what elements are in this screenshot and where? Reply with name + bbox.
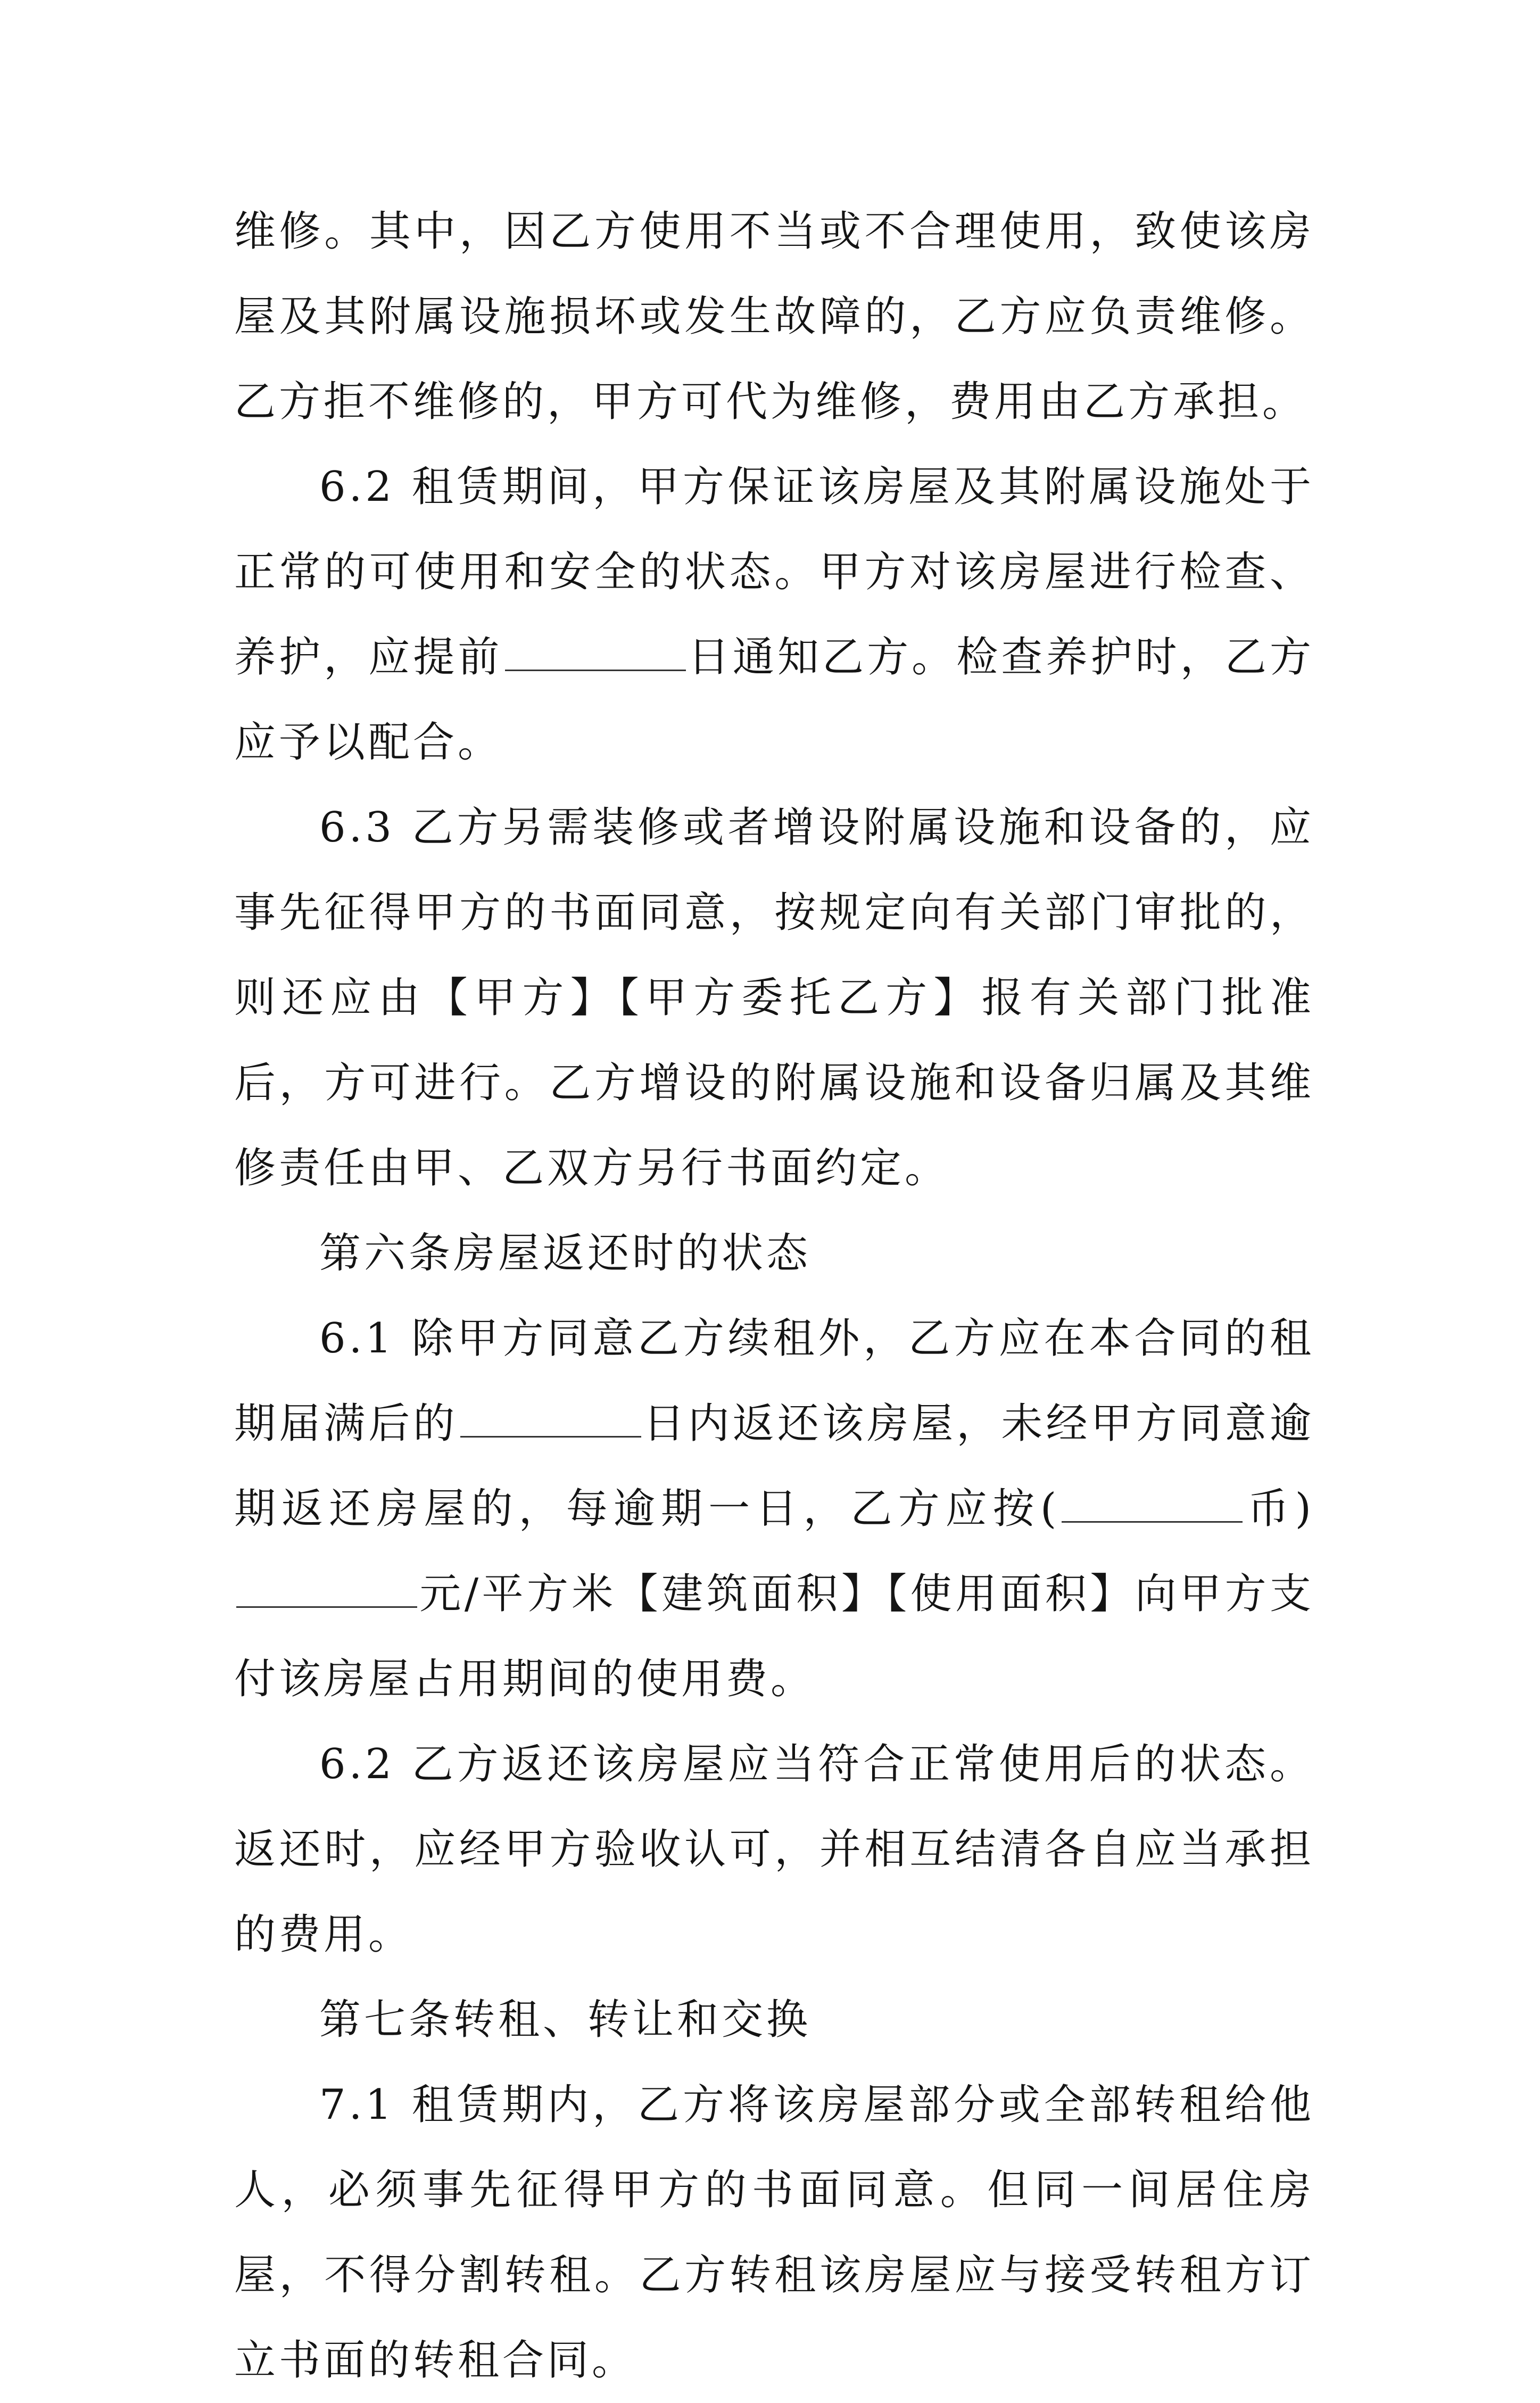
clause-paragraph	[234, 189, 1314, 444]
clause-text: 第七条转租、转让和交换	[319, 1996, 812, 2044]
clause-text: 第六条房屋返还时的状态	[319, 1229, 812, 1277]
clause-text: 6.2 租赁期间，甲方保证该房屋及其附属设施处于正常的可使用和安全的状态。甲方对该房屋进行检查、养护，应提前	[234, 463, 1314, 681]
clause-text: 6.2 乙方返还该房屋应当符合正常使用后的状态。返还时，应经甲方验收认可，并相互结清各自应当承担的费用。	[234, 1740, 1314, 1959]
clause-text: 6.3 乙方另需装修或者增设附属设施和设备的，应事先征得甲方的书面同意，按规定向有关部门审批的，则还应由【甲方】【甲方委托乙方】报有关部门批准后，方可进行。乙方增设的附属设施和设备归属及其维修责任由甲、乙双方另行书面约定。	[234, 804, 1314, 1192]
article-heading	[234, 1211, 1314, 1296]
clause-text: 日内返还该房屋，未经甲方同意逾期返还房屋的，每逾期一日，乙方应按(	[234, 1400, 1314, 1533]
fill-in-blank	[460, 1404, 641, 1438]
clause-paragraph	[234, 2062, 1314, 2403]
clause-text: 币)	[1245, 1485, 1314, 1533]
article-heading	[234, 1977, 1314, 2062]
clause-text: 日通知乙方。检查养护时，乙方应予以配合。	[234, 633, 1314, 766]
fill-in-blank	[1062, 1489, 1243, 1523]
fill-in-blank	[505, 638, 686, 671]
clause-text: 元/平方米【建筑面积】【使用面积】向甲方支付该房屋占用期间的使用费。	[234, 1570, 1314, 1703]
clause-text: 7.1 租赁期内，乙方将该房屋部分或全部转租给他人，必须事先征得甲方的书面同意。但同一间居住房屋，不得分割转租。乙方转租该房屋应与接受转租方订立书面的转租合同。	[234, 2081, 1314, 2384]
fill-in-blank	[236, 1574, 417, 1608]
clause-text: 6.1 除甲方同意乙方续租外，乙方应在本合同的租期届满后的	[234, 1315, 1314, 1448]
clause-paragraph	[234, 785, 1314, 1211]
clause-paragraph	[234, 1296, 1314, 1722]
clause-paragraph	[234, 444, 1314, 785]
clause-paragraph	[234, 1722, 1314, 1977]
document-body	[234, 189, 1314, 2403]
clause-text: 维修。其中，因乙方使用不当或不合理使用，致使该房屋及其附属设施损坏或发生故障的，乙方应负责维修。乙方拒不维修的，甲方可代为维修，费用由乙方承担。	[234, 208, 1314, 426]
